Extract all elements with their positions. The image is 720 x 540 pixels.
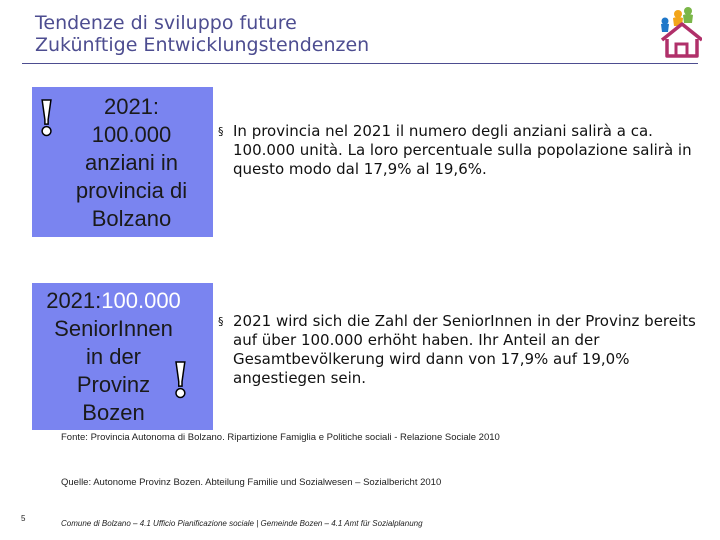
bullet-text: In provincia nel 2021 il numero degli anziani salirà a ca. 100.000 unità. La loro percentuale sulla popolazione salirà in questo modo dal 17,9% al 19,6%. (233, 122, 692, 178)
title-italian: Tendenze di sviluppo future (35, 12, 297, 34)
house-with-people-icon (652, 4, 702, 60)
highlight-line: Provinz (76, 372, 151, 397)
bullet-german (218, 312, 703, 388)
slide-header (35, 12, 369, 56)
highlight-line: anziani in (85, 150, 178, 175)
highlight-year: 2021: (46, 288, 102, 313)
highlight-line: 100.000 (91, 122, 172, 147)
highlight-line: provincia di (75, 178, 188, 203)
page-number: 5 (21, 514, 26, 523)
highlight-line: Bolzano (91, 206, 172, 231)
highlight-line: 2021: (103, 94, 160, 119)
highlight-line: Bozen (82, 400, 145, 425)
highlight-line: in der (85, 344, 142, 369)
highlight-text-german (32, 287, 195, 427)
highlight-line: SeniorInnen (54, 316, 173, 341)
bullet-text: 2021 wird sich die Zahl der SeniorInnen in der Provinz bereits auf über 100.000 erhöht haben. Ihr Anteil an der Gesamtbevölkerung wird dann von 17,9% auf 19,0% angestiegen sein. (233, 312, 696, 387)
footer-text: Comune di Bolzano – 4.1 Ufficio Pianificazione sociale | Gemeinde Bozen – 4.1 Amt für Sozialplanung (61, 519, 423, 528)
exclamation-icon: ! (36, 91, 58, 147)
header-divider (22, 63, 698, 64)
source-german: Quelle: Autonome Provinz Bozen. Abteilung Familie und Sozialwesen – Sozialbericht 2010 (61, 477, 442, 488)
highlight-line (32, 287, 195, 315)
highlight-box-german (32, 283, 213, 430)
highlight-text-italian (50, 93, 213, 233)
bullet-marker: § (218, 315, 224, 328)
bullet-italian (218, 122, 703, 179)
highlight-box-italian (32, 87, 213, 237)
highlight-number: 100.000 (101, 288, 181, 313)
bullet-marker: § (218, 125, 224, 138)
source-italian: Fonte: Provincia Autonoma di Bolzano. Ripartizione Famiglia e Politiche sociali - Relazione Sociale 2010 (61, 432, 500, 443)
exclamation-icon: ! (169, 353, 191, 409)
title-german: Zukünftige Entwicklungstendenzen (35, 34, 370, 56)
